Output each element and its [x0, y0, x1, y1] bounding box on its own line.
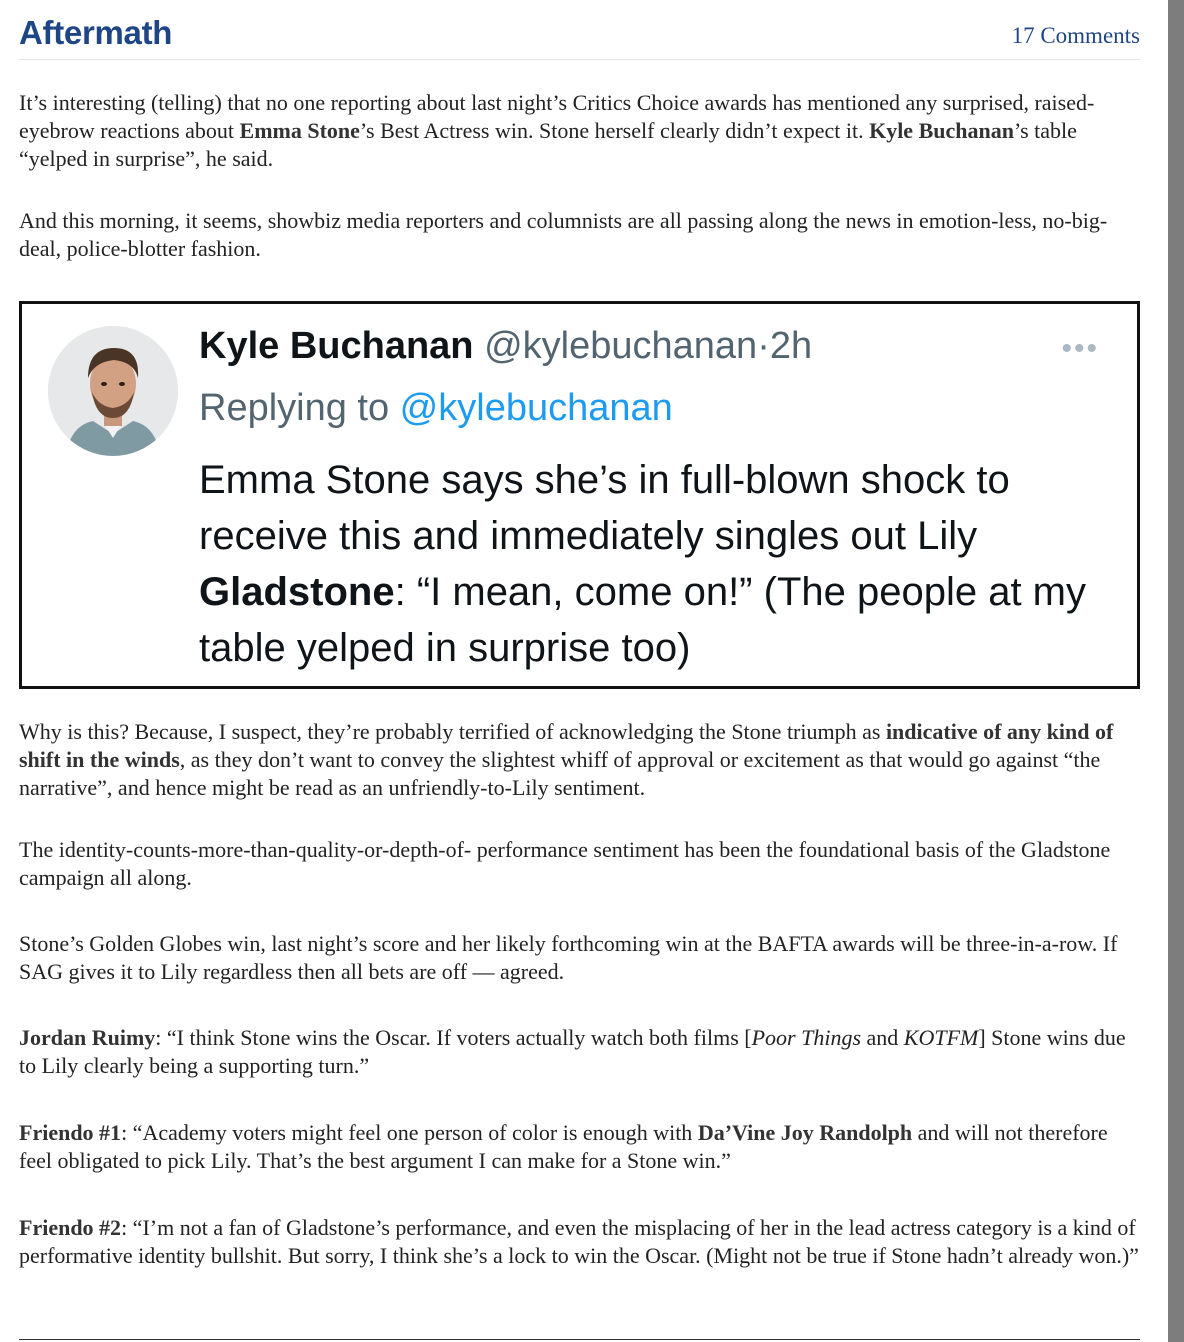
article — [19, 0, 1140, 1270]
paragraph-7 — [19, 1119, 1140, 1175]
bold-davine-joy-randolph: Da’Vine Joy Randolph — [697, 1120, 913, 1145]
text: It’s interesting (telling) that no one reporting about last night’s Critics Choice awards has mentioned any surprised, raised-eyebrow reactions about — [19, 90, 1095, 143]
text: : “I mean, come on!” (The people at my table yelped in surprise too) — [199, 570, 1086, 670]
avatar[interactable] — [48, 326, 178, 456]
divider — [19, 1339, 1140, 1340]
text: ’s Best Actress win. Stone herself clearly didn’t expect it. — [359, 118, 870, 143]
bold-jordan-ruimy: Jordan Ruimy — [19, 1025, 156, 1050]
tweet-header — [199, 322, 812, 370]
ellipsis-icon[interactable]: ••• — [1061, 332, 1099, 365]
tweet-time[interactable]: 2h — [769, 325, 813, 367]
avatar-image — [48, 326, 178, 456]
text: Why is this? Because, I suspect, they’re probably terrified of acknowledging the Stone triumph as — [19, 719, 886, 744]
separator-dot: · — [757, 325, 770, 367]
article-title: Aftermath — [19, 14, 173, 51]
text: : “I think Stone wins the Oscar. If voters actually watch both films [ — [155, 1025, 752, 1050]
comments-link[interactable]: 17 Comments — [1011, 23, 1140, 48]
scrollbar[interactable] — [1168, 0, 1184, 1342]
bold-emma-stone: Emma Stone — [239, 118, 360, 143]
text: Emma Stone says she’s in full-blown shock to receive this and immediately singles out Lily — [199, 458, 1010, 558]
bold-friendo-1: Friendo #1 — [19, 1120, 122, 1145]
tweet-reply-line — [199, 384, 673, 432]
tweet-author-handle[interactable]: @kylebuchanan — [484, 325, 758, 367]
reply-handle-link[interactable]: @kylebuchanan — [399, 387, 673, 429]
article-header — [19, 0, 1140, 60]
text: : “Academy voters might feel one person of color is enough with — [121, 1120, 698, 1145]
bold-gladstone: Gladstone — [199, 570, 395, 614]
text: , as they don’t want to convey the slightest whiff of approval or excitement as that would go against “the narrative”, and hence might be read as an unfriendly-to-Lily sentiment. — [19, 747, 1101, 800]
text: ] Stone wins due to Lily clearly being a supporting turn.” — [19, 1025, 1126, 1078]
text: and — [861, 1025, 904, 1050]
bold-kyle-buchanan: Kyle Buchanan — [869, 118, 1014, 143]
embedded-tweet[interactable] — [19, 301, 1140, 689]
italic-kotfm: KOTFM — [903, 1025, 979, 1050]
paragraph-1 — [19, 89, 1140, 173]
tweet-author-name[interactable]: Kyle Buchanan — [199, 325, 474, 367]
paragraph-3 — [19, 718, 1140, 802]
text: : “I’m not a fan of Gladstone’s performance, and even the misplacing of her in the lead actress category is a kind of performative identity bullshit. But sorry, I think she’s a lock to win the Oscar. (Might not be true if Stone hadn’t already won.)” — [19, 1215, 1139, 1268]
tweet-body — [199, 452, 1119, 676]
bold-friendo-2: Friendo #2 — [19, 1215, 122, 1240]
reply-prefix: Replying to — [199, 387, 400, 429]
paragraph-2: And this morning, it seems, showbiz media reporters and columnists are all passing along the news in emotion-less, no-big-deal, police-blotter fashion. — [19, 208, 1108, 261]
paragraph-6 — [19, 1024, 1140, 1080]
paragraph-5: Stone’s Golden Globes win, last night’s score and her likely forthcoming win at the BAFTA awards will be three-in-a-row. If SAG gives it to Lily regardless then all bets are off — agreed. — [19, 931, 1118, 984]
text: and will not therefore feel obligated to pick Lily. That’s the best argument I can make for a Stone win.” — [19, 1120, 1108, 1173]
italic-poor-things: Poor Things — [751, 1025, 862, 1050]
bold-phrase: indicative of any kind of shift in the winds — [19, 719, 1114, 772]
paragraph-4: The identity-counts-more-than-quality-or-depth-of- performance sentiment has been the foundational basis of the Gladstone campaign all along. — [19, 837, 1111, 890]
paragraph-8 — [19, 1214, 1140, 1270]
text: ’s table “yelped in surprise”, he said. — [19, 118, 1077, 171]
